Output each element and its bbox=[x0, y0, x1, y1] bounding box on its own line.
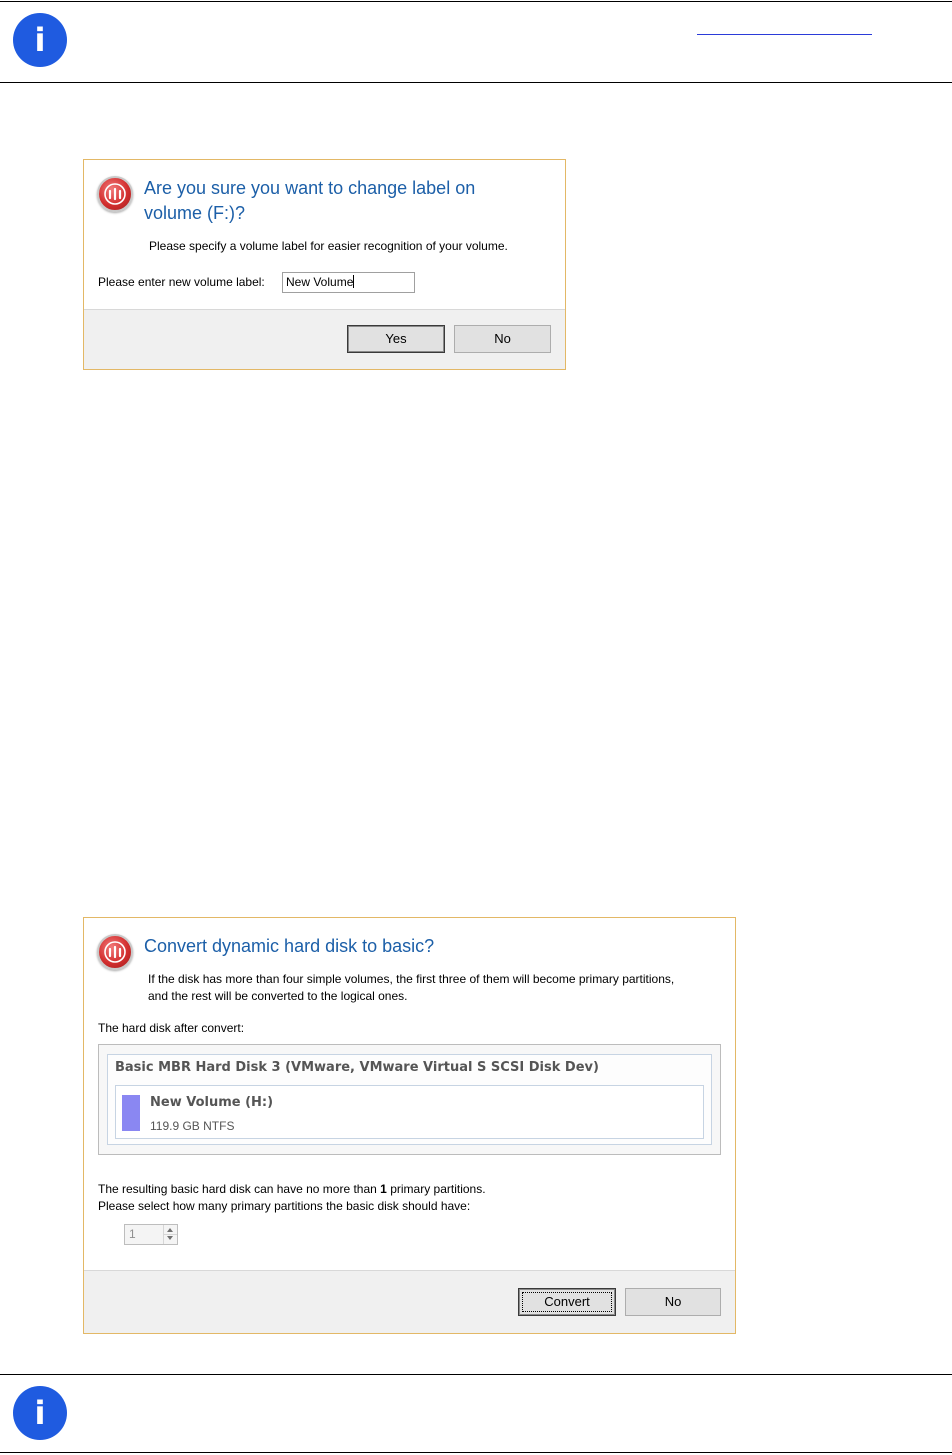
stepper-arrows[interactable] bbox=[163, 1225, 177, 1244]
disk-section-label: The hard disk after convert: bbox=[98, 1021, 245, 1035]
app-logo-icon bbox=[97, 934, 133, 970]
bottom-note-bottom-rule bbox=[0, 1452, 952, 1453]
stepper-up-icon[interactable] bbox=[167, 1228, 173, 1232]
stepper-down-icon[interactable] bbox=[167, 1236, 173, 1240]
convert-button[interactable]: Convert bbox=[518, 1288, 616, 1316]
volume-label-value: New Volume bbox=[286, 275, 354, 289]
info-icon: i bbox=[13, 13, 67, 67]
stepper-divider bbox=[164, 1234, 177, 1235]
volume-card bbox=[115, 1085, 704, 1139]
stepper-value: 1 bbox=[129, 1227, 136, 1241]
info-icon: i bbox=[13, 1386, 67, 1440]
disk-name: Basic MBR Hard Disk 3 (VMware, VMware Virtual S SCSI Disk Dev) bbox=[115, 1060, 599, 1075]
primary-partitions-stepper[interactable] bbox=[124, 1224, 178, 1245]
text-caret bbox=[353, 275, 354, 288]
top-rule bbox=[0, 1, 952, 2]
change-label-dialog bbox=[83, 159, 566, 370]
volume-bar bbox=[122, 1095, 140, 1131]
dialog-footer bbox=[84, 309, 565, 369]
yes-button[interactable]: Yes bbox=[347, 325, 445, 353]
dialog-footer bbox=[84, 1270, 735, 1333]
app-logo-icon bbox=[97, 176, 133, 212]
volume-info: 119.9 GB NTFS bbox=[150, 1119, 235, 1133]
disk-preview-panel bbox=[98, 1044, 721, 1155]
volume-label-prompt: Please enter new volume label: bbox=[98, 275, 265, 289]
volume-name: New Volume (H:) bbox=[150, 1095, 274, 1110]
dialog-subtitle: Please specify a volume label for easier recognition of your volume. bbox=[149, 239, 508, 253]
dialog-description-line2: and the rest will be converted to the logical ones. bbox=[148, 989, 408, 1003]
partition-limit-count: 1 bbox=[380, 1182, 387, 1196]
no-button[interactable]: No bbox=[625, 1288, 721, 1316]
disk-card bbox=[107, 1054, 712, 1145]
dialog-title: Are you sure you want to change label on volume (F:)? bbox=[144, 178, 476, 223]
partition-limit-text: The resulting basic hard disk can have no more than 1 primary partitions. bbox=[98, 1182, 486, 1196]
no-button[interactable]: No bbox=[454, 325, 551, 353]
volume-label-input[interactable] bbox=[282, 272, 415, 293]
reference-link-underline[interactable] bbox=[697, 34, 872, 35]
bottom-note-top-rule bbox=[0, 1374, 952, 1375]
partition-select-prompt: Please select how many primary partitions the basic disk should have: bbox=[98, 1199, 471, 1213]
dialog-title: Convert dynamic hard disk to basic? bbox=[144, 936, 435, 956]
note-rule bbox=[0, 82, 952, 83]
dialog-description-line1: If the disk has more than four simple volumes, the first three of them will become primary partitions, bbox=[148, 972, 675, 986]
convert-disk-dialog bbox=[83, 917, 736, 1334]
